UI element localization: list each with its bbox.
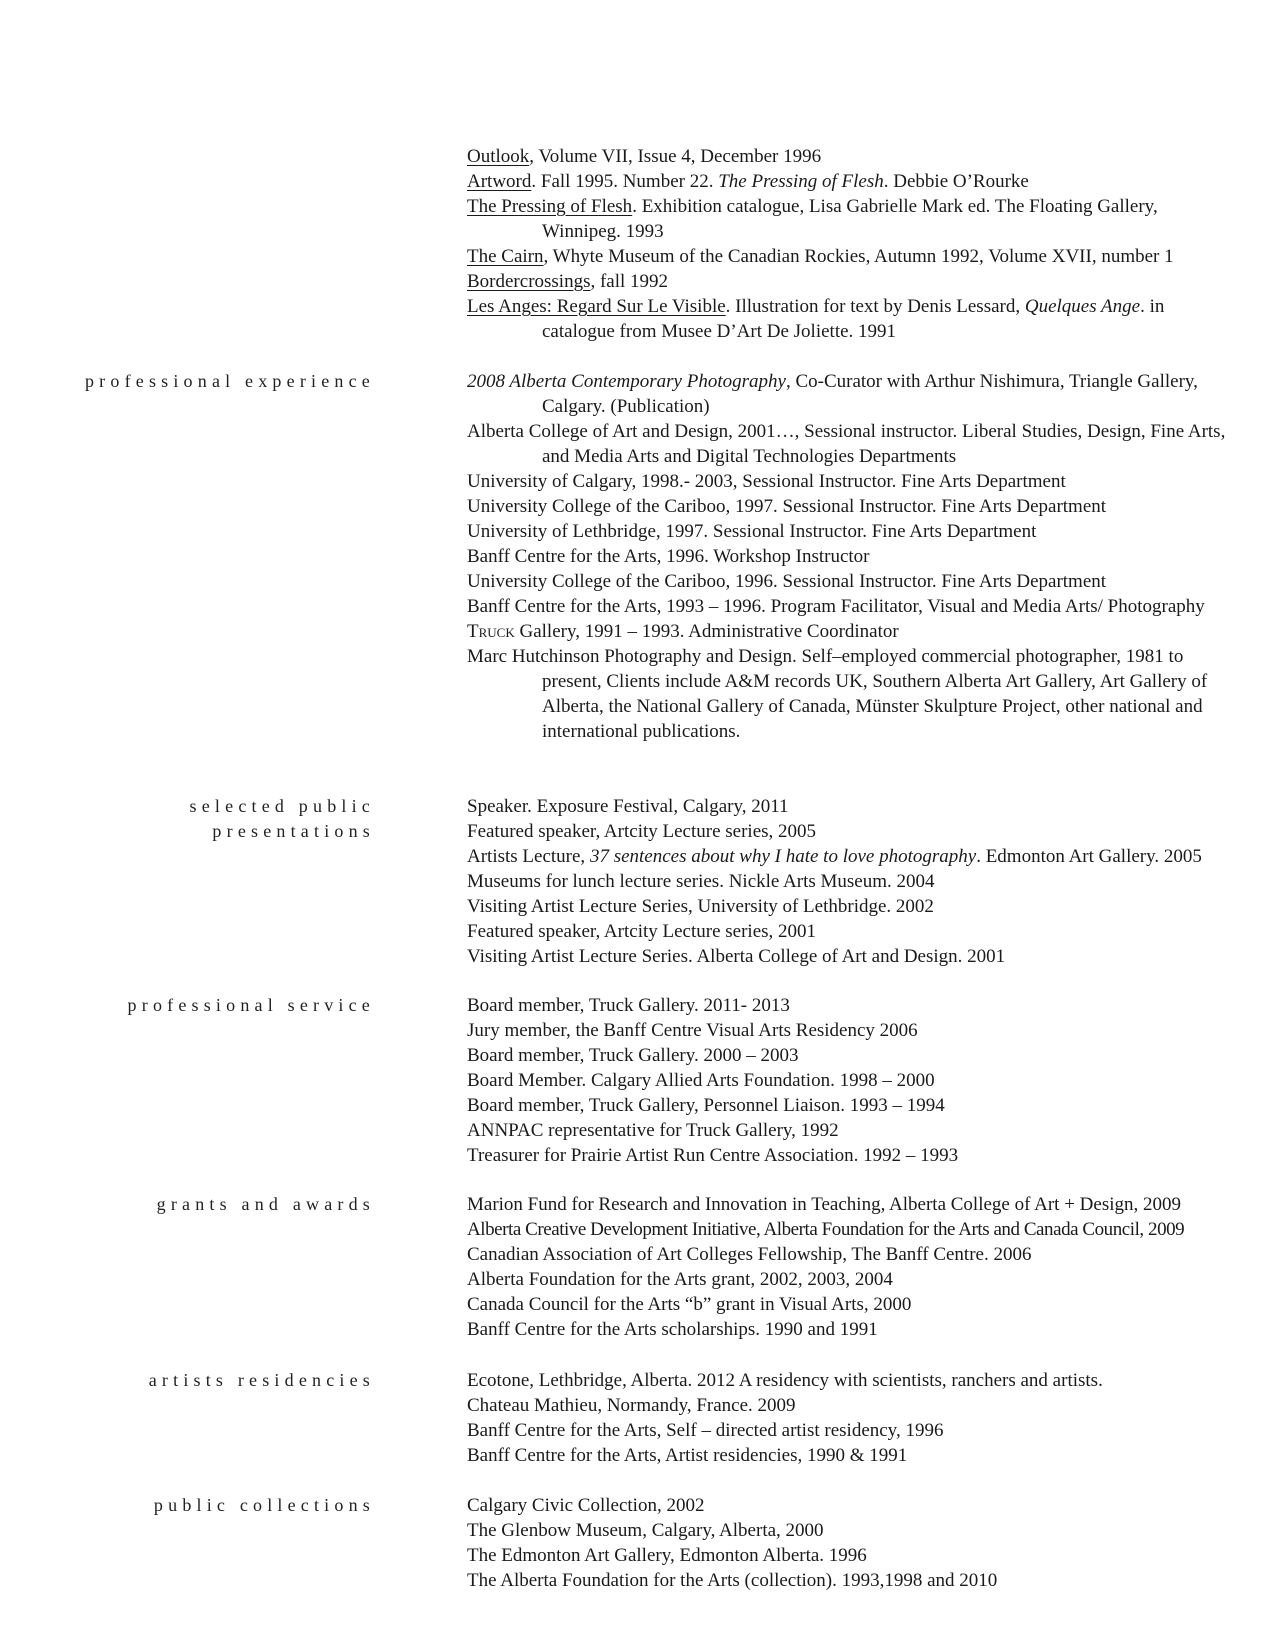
cv-entry <box>467 619 1227 644</box>
entry-text: . Edmonton Art Gallery. 2005 <box>976 846 1202 867</box>
cv-entry <box>467 169 1227 194</box>
section-entries <box>467 1368 1227 1468</box>
section-label: public collections <box>153 1495 375 1515</box>
entry-text: Bordercrossings <box>467 271 591 292</box>
entry-text: Board member, Truck Gallery. 2000 – 2003 <box>467 1045 799 1066</box>
entry-text: . Debbie O’Rourke <box>883 171 1029 192</box>
entry-text: The Edmonton Art Gallery, Edmonton Alberta. 1996 <box>467 1545 867 1566</box>
cv-entry <box>467 1368 1227 1393</box>
entry-text: Banff Centre for the Arts, 1993 – 1996. Program Facilitator, Visual and Media Arts/ Photography <box>467 596 1205 617</box>
entry-text: Truck <box>467 621 515 642</box>
entry-text: Banff Centre for the Arts, 1996. Workshop Instructor <box>467 546 870 567</box>
cv-entry <box>467 1317 1227 1342</box>
section-label: selected public presentations <box>189 796 375 841</box>
cv-entry <box>467 1543 1227 1568</box>
section-label: professional experience <box>84 371 375 391</box>
cv-entry <box>467 1143 1227 1168</box>
entry-text: Banff Centre for the Arts, Artist residencies, 1990 & 1991 <box>467 1445 908 1466</box>
entry-text: . Illustration for text by Denis Lessard, <box>725 296 1025 317</box>
entry-text: Gallery, 1991 – 1993. Administrative Coordinator <box>514 621 899 642</box>
entry-text: Alberta Creative Development Initiative, Alberta Foundation for the Arts and Canada Council, 2009 <box>467 1219 1185 1240</box>
cv-entry <box>467 1443 1227 1468</box>
entry-text: . Exhibition catalogue, Lisa Gabrielle Mark ed. The Floating Gallery, Winnipeg. 1993 <box>542 196 1158 242</box>
cv-entry <box>467 519 1227 544</box>
entry-text: , Co-Curator with Arthur Nishimura, Triangle Gallery, Calgary. (Publication) <box>542 371 1198 417</box>
entry-text: Board Member. Calgary Allied Arts Foundation. 1998 – 2000 <box>467 1070 935 1091</box>
entry-text: Les Anges: Regard Sur Le Visible <box>467 296 726 317</box>
section-entries <box>467 993 1227 1168</box>
entry-text: University College of the Cariboo, 1996. Sessional Instructor. Fine Arts Department <box>467 571 1107 592</box>
entry-text: The Cairn <box>467 246 544 267</box>
cv-entry <box>467 1118 1227 1143</box>
entry-text: Marc Hutchinson Photography and Design. Self–employed commercial photographer, 1981 to present, Clients include A&M records UK, Southern Alberta Art Gallery, Art Gallery of Alberta, the National Gallery of Canada, Münster Skulpture Project, other national and international publications. <box>467 646 1208 742</box>
cv-entry <box>467 844 1227 869</box>
entry-text: Chateau Mathieu, Normandy, France. 2009 <box>467 1395 796 1416</box>
entry-text: Board member, Truck Gallery. 2011- 2013 <box>467 995 790 1016</box>
entry-text: The Pressing of Flesh <box>467 196 633 217</box>
cv-entry <box>467 569 1227 594</box>
entry-text: Banff Centre for the Arts, Self – directed artist residency, 1996 <box>467 1420 944 1441</box>
entry-text: 37 sentences about why I hate to love photography <box>589 846 977 867</box>
cv-entry <box>467 944 1227 969</box>
entry-text: 2008 Alberta Contemporary Photography <box>467 371 786 392</box>
section-entries <box>467 1493 1227 1593</box>
cv-entry <box>467 369 1227 419</box>
section-label: artists residencies <box>148 1370 375 1390</box>
cv-entry <box>467 1493 1227 1518</box>
entry-text: Jury member, the Banff Centre Visual Arts Residency 2006 <box>467 1020 918 1041</box>
cv-entry <box>467 194 1227 244</box>
entry-text: University of Calgary, 1998.- 2003, Sessional Instructor. Fine Arts Department <box>467 471 1066 492</box>
entry-text: Alberta College of Art and Design, 2001…, Sessional instructor. Liberal Studies, Design, Fine Arts, and Media Arts and Digital Technologies Departments <box>467 421 1226 467</box>
entry-text: Visiting Artist Lecture Series, University of Lethbridge. 2002 <box>467 896 934 917</box>
entry-text: Speaker. Exposure Festival, Calgary, 2011 <box>467 796 789 817</box>
entry-text: The Alberta Foundation for the Arts (collection). 1993,1998 and 2010 <box>467 1570 998 1591</box>
entry-text: ANNPAC representative for Truck Gallery, 1992 <box>467 1120 839 1141</box>
entry-text: Outlook <box>467 146 530 167</box>
section-label: grants and awards <box>156 1194 375 1214</box>
entry-text: University College of the Cariboo, 1997. Sessional Instructor. Fine Arts Department <box>467 496 1107 517</box>
cv-entry <box>467 144 1227 169</box>
cv-entry <box>467 1043 1227 1068</box>
entry-text: Board member, Truck Gallery, Personnel Liaison. 1993 – 1994 <box>467 1095 945 1116</box>
entry-text: Quelques Ange <box>1024 296 1141 317</box>
cv-entry <box>467 1242 1227 1267</box>
entry-text: Artists Lecture, <box>467 846 590 867</box>
entry-text: Treasurer for Prairie Artist Run Centre Association. 1992 – 1993 <box>467 1145 959 1166</box>
cv-entry <box>467 269 1227 294</box>
cv-entry <box>467 1292 1227 1317</box>
entry-text: Artword <box>467 171 532 192</box>
entry-text: . in catalogue from Musee D’Art De Joliette. 1991 <box>542 296 1165 342</box>
cv-entry <box>467 993 1227 1018</box>
cv-entry <box>467 819 1227 844</box>
cv-entry <box>467 894 1227 919</box>
cv-entry <box>467 419 1227 469</box>
cv-entry <box>467 544 1227 569</box>
cv-entry <box>467 869 1227 894</box>
entry-text: Ecotone, Lethbridge, Alberta. 2012 A residency with scientists, ranchers and artists. <box>467 1370 1103 1391</box>
section-entries <box>467 1192 1227 1342</box>
entry-text: , Whyte Museum of the Canadian Rockies, Autumn 1992, Volume XVII, number 1 <box>543 246 1174 267</box>
cv-entry <box>467 644 1227 744</box>
entry-text: Canadian Association of Art Colleges Fellowship, The Banff Centre. 2006 <box>467 1244 1032 1265</box>
cv-entry <box>467 1393 1227 1418</box>
cv-entry <box>467 794 1227 819</box>
entry-text: . Fall 1995. Number 22. <box>531 171 719 192</box>
publications-list <box>467 144 1227 344</box>
section-label: professional service <box>127 995 375 1015</box>
entry-text: Visiting Artist Lecture Series. Alberta College of Art and Design. 2001 <box>467 946 1006 967</box>
cv-entry <box>467 1217 1227 1242</box>
cv-entry <box>467 594 1227 619</box>
cv-entry <box>467 244 1227 269</box>
entry-text: The Pressing of Flesh <box>718 171 884 192</box>
cv-entry <box>467 1068 1227 1093</box>
cv-entry <box>467 1568 1227 1593</box>
cv-entry <box>467 1418 1227 1443</box>
entry-text: Featured speaker, Artcity Lecture series, 2005 <box>467 821 817 842</box>
section-entries <box>467 369 1227 744</box>
entry-text: , fall 1992 <box>590 271 669 292</box>
entry-text: Banff Centre for the Arts scholarships. 1990 and 1991 <box>467 1319 878 1340</box>
cv-entry <box>467 1018 1227 1043</box>
entry-text: Canada Council for the Arts “b” grant in Visual Arts, 2000 <box>467 1294 912 1315</box>
entry-text: , Volume VII, Issue 4, December 1996 <box>529 146 822 167</box>
entry-text: University of Lethbridge, 1997. Sessional Instructor. Fine Arts Department <box>467 521 1037 542</box>
entry-text: Featured speaker, Artcity Lecture series, 2001 <box>467 921 817 942</box>
cv-entry <box>467 1518 1227 1543</box>
entry-text: The Glenbow Museum, Calgary, Alberta, 2000 <box>467 1520 824 1541</box>
cv-entry <box>467 919 1227 944</box>
section-entries <box>467 794 1227 969</box>
cv-entry <box>467 1093 1227 1118</box>
entry-text: Marion Fund for Research and Innovation in Teaching, Alberta College of Art + Design, 2009 <box>467 1194 1181 1215</box>
cv-entry <box>467 1192 1227 1217</box>
cv-entry <box>467 1267 1227 1292</box>
cv-entry <box>467 294 1227 344</box>
entry-text: Calgary Civic Collection, 2002 <box>467 1495 705 1516</box>
cv-entry <box>467 494 1227 519</box>
cv-entry <box>467 469 1227 494</box>
entry-text: Museums for lunch lecture series. Nickle Arts Museum. 2004 <box>467 871 935 892</box>
entry-text: Alberta Foundation for the Arts grant, 2002, 2003, 2004 <box>467 1269 893 1290</box>
